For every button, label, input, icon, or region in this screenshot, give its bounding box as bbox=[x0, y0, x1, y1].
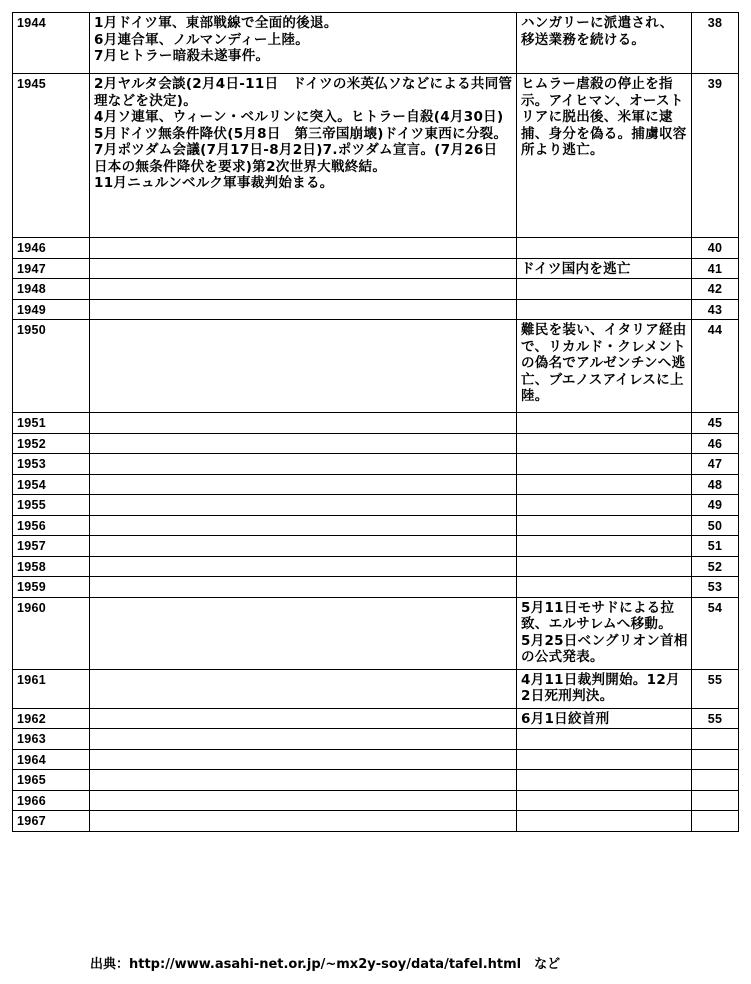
year-cell: 1965 bbox=[13, 770, 90, 791]
table-row bbox=[13, 495, 739, 516]
eichmann-events-cell bbox=[517, 577, 692, 598]
year-cell: 1959 bbox=[13, 577, 90, 598]
eichmann-events-cell bbox=[517, 536, 692, 557]
eichmann-events-cell bbox=[517, 238, 692, 259]
table-row bbox=[13, 536, 739, 557]
table-row bbox=[13, 811, 739, 832]
table-row bbox=[13, 597, 739, 669]
table-row bbox=[13, 790, 739, 811]
eichmann-events-cell: 6月1日絞首刑 bbox=[517, 708, 692, 729]
page-number-cell: 47 bbox=[692, 454, 739, 475]
table-row bbox=[13, 74, 739, 238]
table-row bbox=[13, 729, 739, 750]
page-number-cell: 45 bbox=[692, 413, 739, 434]
table-row bbox=[13, 577, 739, 598]
page-number-cell: 55 bbox=[692, 708, 739, 729]
world-events-cell bbox=[90, 669, 517, 708]
page-number-cell: 41 bbox=[692, 258, 739, 279]
table-row bbox=[13, 258, 739, 279]
page-number-cell bbox=[692, 749, 739, 770]
eichmann-events-cell: 難民を装い、イタリア経由で、リカルド・クレメントの偽名でアルゼンチンへ逃亡、ブエノスアイレスに上陸。 bbox=[517, 320, 692, 413]
page-number-cell: 49 bbox=[692, 495, 739, 516]
page-number-cell: 50 bbox=[692, 515, 739, 536]
source-citation: 出典：http://www.asahi-net.or.jp/~mx2y-soy/data/tafel.html など bbox=[90, 957, 561, 972]
table-row bbox=[13, 320, 739, 413]
world-events-cell bbox=[90, 454, 517, 475]
eichmann-events-cell bbox=[517, 474, 692, 495]
page-number-cell bbox=[692, 811, 739, 832]
year-cell: 1949 bbox=[13, 299, 90, 320]
page-number-cell bbox=[692, 729, 739, 750]
eichmann-events-cell: 4月11日裁判開始。12月2日死刑判決。 bbox=[517, 669, 692, 708]
world-events-cell bbox=[90, 515, 517, 536]
year-cell: 1945 bbox=[13, 74, 90, 238]
page-number-cell: 52 bbox=[692, 556, 739, 577]
table-row bbox=[13, 474, 739, 495]
table-row bbox=[13, 770, 739, 791]
year-cell: 1950 bbox=[13, 320, 90, 413]
eichmann-events-cell bbox=[517, 413, 692, 434]
eichmann-events-cell: ヒムラー虐殺の停止を指示。アイヒマン、オーストリアに脱出後、米軍に逮捕、身分を偽る。捕虜収容所より逃亡。 bbox=[517, 74, 692, 238]
year-cell: 1966 bbox=[13, 790, 90, 811]
page-number-cell: 38 bbox=[692, 13, 739, 74]
world-events-cell bbox=[90, 729, 517, 750]
eichmann-events-cell bbox=[517, 495, 692, 516]
year-cell: 1957 bbox=[13, 536, 90, 557]
eichmann-events-cell bbox=[517, 433, 692, 454]
table-row bbox=[13, 515, 739, 536]
page-number-cell: 48 bbox=[692, 474, 739, 495]
page-number-cell: 43 bbox=[692, 299, 739, 320]
eichmann-events-cell bbox=[517, 299, 692, 320]
year-cell: 1951 bbox=[13, 413, 90, 434]
table-row bbox=[13, 299, 739, 320]
table-row bbox=[13, 454, 739, 475]
year-cell: 1946 bbox=[13, 238, 90, 259]
world-events-cell bbox=[90, 279, 517, 300]
world-events-cell bbox=[90, 320, 517, 413]
table-row bbox=[13, 749, 739, 770]
eichmann-events-cell bbox=[517, 729, 692, 750]
world-events-cell bbox=[90, 556, 517, 577]
page-number-cell: 51 bbox=[692, 536, 739, 557]
year-cell: 1953 bbox=[13, 454, 90, 475]
table-row bbox=[13, 413, 739, 434]
world-events-cell bbox=[90, 474, 517, 495]
world-events-cell bbox=[90, 811, 517, 832]
year-cell: 1962 bbox=[13, 708, 90, 729]
table-row bbox=[13, 708, 739, 729]
year-cell: 1955 bbox=[13, 495, 90, 516]
world-events-cell bbox=[90, 238, 517, 259]
year-cell: 1944 bbox=[13, 13, 90, 74]
eichmann-events-cell: 5月11日モサドによる拉致、エルサレムへ移動。 5月25日ベングリオン首相の公式発表。 bbox=[517, 597, 692, 669]
year-cell: 1954 bbox=[13, 474, 90, 495]
eichmann-events-cell bbox=[517, 749, 692, 770]
eichmann-events-cell: ハンガリーに派遣され、 移送業務を続ける。 bbox=[517, 13, 692, 74]
year-cell: 1947 bbox=[13, 258, 90, 279]
table-row bbox=[13, 279, 739, 300]
eichmann-events-cell bbox=[517, 454, 692, 475]
world-events-cell bbox=[90, 495, 517, 516]
page-number-cell: 40 bbox=[692, 238, 739, 259]
page-number-cell: 54 bbox=[692, 597, 739, 669]
table-row bbox=[13, 13, 739, 74]
world-events-cell bbox=[90, 749, 517, 770]
page-number-cell: 42 bbox=[692, 279, 739, 300]
table-row bbox=[13, 556, 739, 577]
page-number-cell: 55 bbox=[692, 669, 739, 708]
eichmann-events-cell: ドイツ国内を逃亡 bbox=[517, 258, 692, 279]
table-row bbox=[13, 669, 739, 708]
world-events-cell bbox=[90, 790, 517, 811]
page-number-cell: 53 bbox=[692, 577, 739, 598]
year-cell: 1956 bbox=[13, 515, 90, 536]
world-events-cell bbox=[90, 577, 517, 598]
world-events-cell bbox=[90, 299, 517, 320]
world-events-cell: 1月ドイツ軍、東部戦線で全面的後退。 6月連合軍、ノルマンディー上陸。 7月ヒトラー暗殺未遂事件。 bbox=[90, 13, 517, 74]
page-number-cell bbox=[692, 790, 739, 811]
year-cell: 1960 bbox=[13, 597, 90, 669]
page-number-cell: 44 bbox=[692, 320, 739, 413]
year-cell: 1952 bbox=[13, 433, 90, 454]
eichmann-events-cell bbox=[517, 811, 692, 832]
world-events-cell bbox=[90, 413, 517, 434]
world-events-cell bbox=[90, 708, 517, 729]
eichmann-events-cell bbox=[517, 515, 692, 536]
table-row bbox=[13, 433, 739, 454]
timeline-table bbox=[12, 12, 739, 832]
page-number-cell: 39 bbox=[692, 74, 739, 238]
world-events-cell: 2月ヤルタ会談(2月4日-11日 ドイツの米英仏ソなどによる共同管理などを決定)。 4月ソ連軍、ウィーン・ベルリンに突入。ヒトラー自殺(4月30日) 5月ドイツ無条件降伏(5月8日 第三帝国崩壊)ドイツ東西に分裂。 7月ポツダム会議(7月17日-8月2日)7.ポツダム宣言。(7月26日 日本の無条件降伏を要求)第2次世界大戦終結。 11月ニュルンベルク軍事裁判始まる。 bbox=[90, 74, 517, 238]
year-cell: 1963 bbox=[13, 729, 90, 750]
eichmann-events-cell bbox=[517, 770, 692, 791]
world-events-cell bbox=[90, 433, 517, 454]
world-events-cell bbox=[90, 770, 517, 791]
year-cell: 1958 bbox=[13, 556, 90, 577]
world-events-cell bbox=[90, 536, 517, 557]
page-number-cell bbox=[692, 770, 739, 791]
page-number-cell: 46 bbox=[692, 433, 739, 454]
eichmann-events-cell bbox=[517, 556, 692, 577]
year-cell: 1967 bbox=[13, 811, 90, 832]
table-row bbox=[13, 238, 739, 259]
year-cell: 1964 bbox=[13, 749, 90, 770]
eichmann-events-cell bbox=[517, 790, 692, 811]
world-events-cell bbox=[90, 258, 517, 279]
eichmann-events-cell bbox=[517, 279, 692, 300]
year-cell: 1948 bbox=[13, 279, 90, 300]
year-cell: 1961 bbox=[13, 669, 90, 708]
world-events-cell bbox=[90, 597, 517, 669]
